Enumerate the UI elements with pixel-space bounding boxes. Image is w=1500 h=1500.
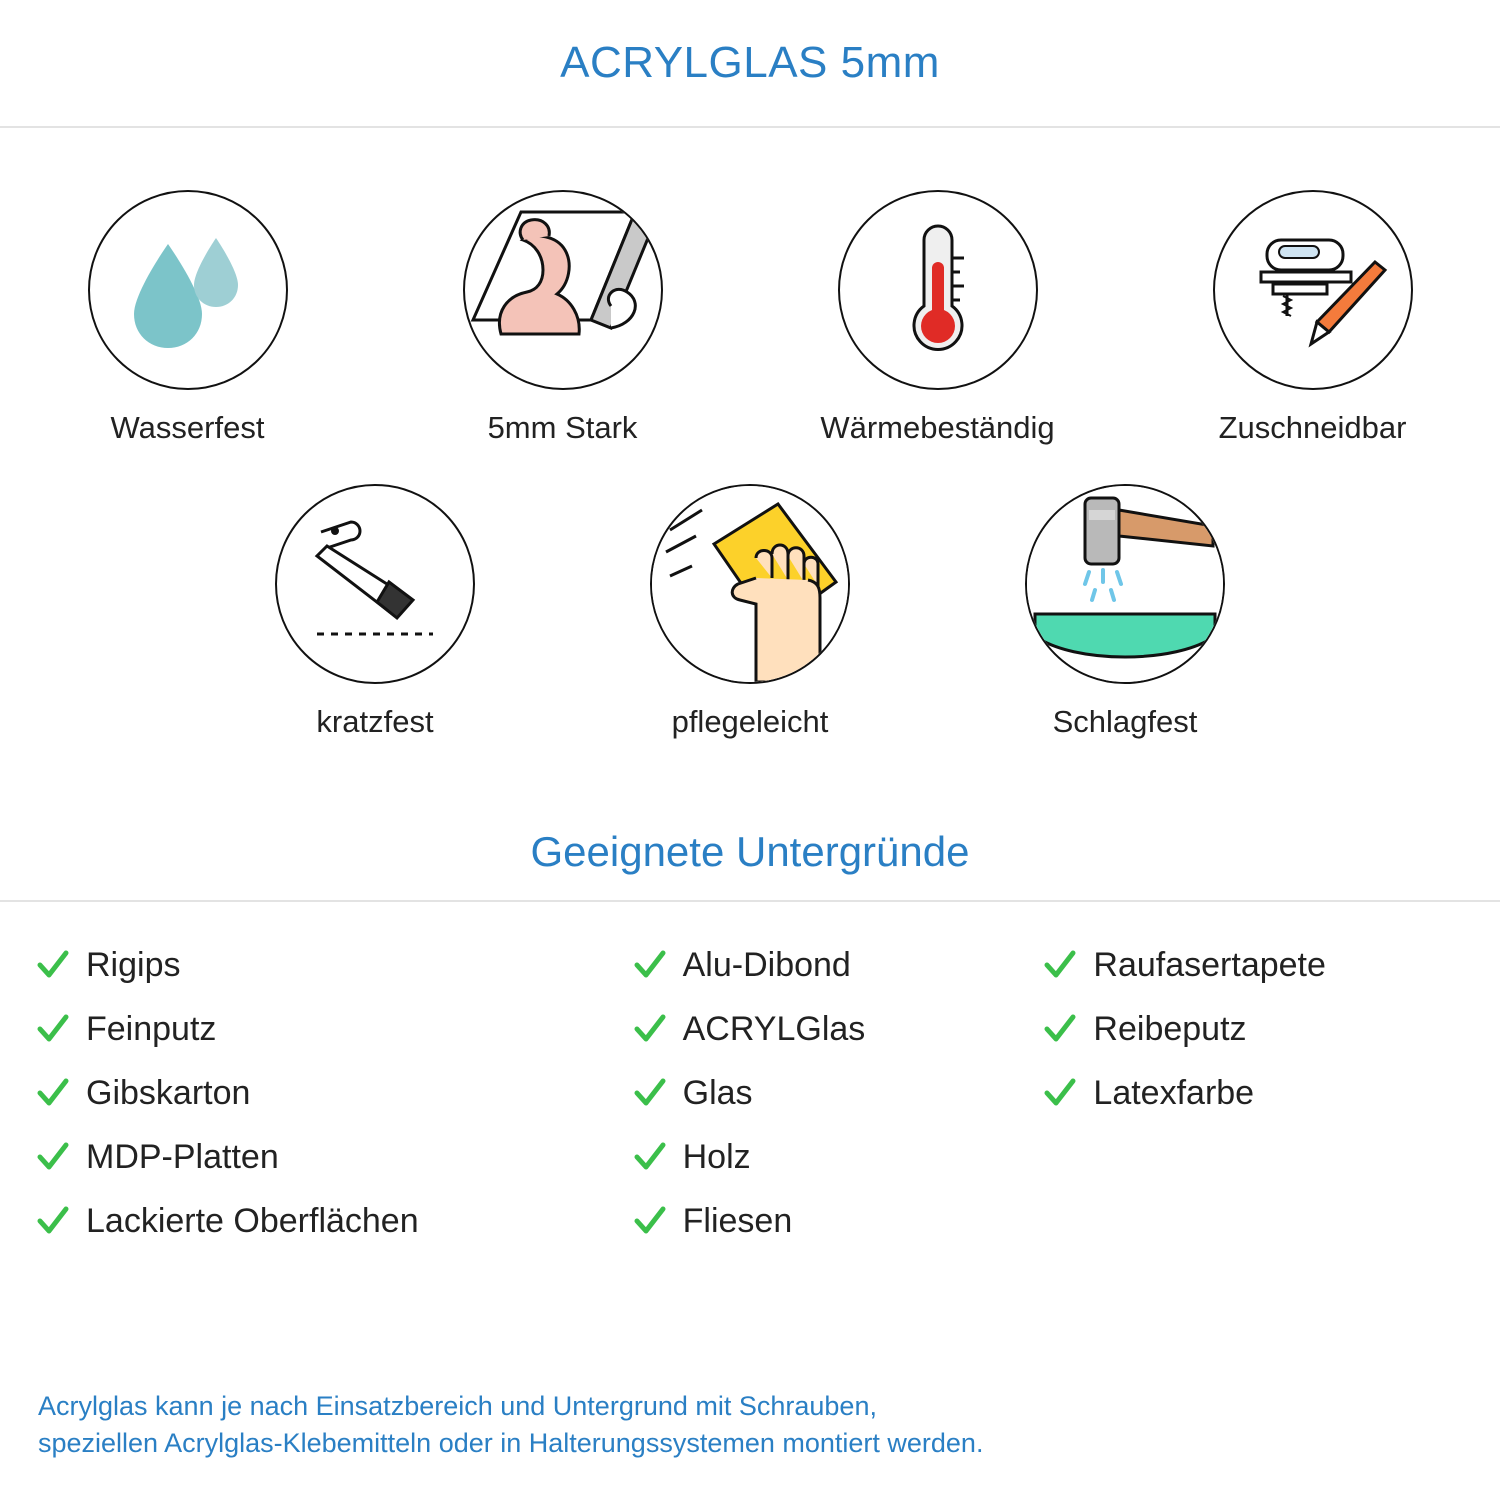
- check-icon: [633, 1076, 667, 1110]
- substrate-label: Fliesen: [682, 1201, 793, 1240]
- list-item: [633, 1128, 1044, 1186]
- list-item: [36, 1192, 633, 1250]
- check-icon: [1043, 1012, 1077, 1046]
- feature-label: 5mm Stark: [487, 410, 638, 445]
- check-icon: [36, 1140, 70, 1174]
- thermometer-icon: [838, 190, 1038, 390]
- hammer-impact-icon: [1025, 484, 1225, 684]
- substrates-column-1: [36, 936, 633, 1250]
- footer-note: [38, 1388, 1462, 1463]
- list-item: [36, 1000, 633, 1058]
- features-row-2: [0, 484, 1500, 740]
- check-icon: [633, 1140, 667, 1174]
- substrate-label: Alu-Dibond: [682, 945, 851, 984]
- substrates-header: [0, 804, 1500, 902]
- feature-pflegeleicht: [563, 484, 938, 740]
- substrate-label: MDP-Platten: [86, 1137, 279, 1176]
- footer-note-line-1: Acrylglas kann je nach Einsatzbereich und Untergrund mit Schrauben,: [38, 1390, 877, 1421]
- list-item: [1043, 1000, 1464, 1058]
- list-item: [36, 936, 633, 994]
- list-item: [36, 1128, 633, 1186]
- substrate-label: Reibeputz: [1093, 1009, 1247, 1048]
- flexing-arm-glyph: [465, 192, 661, 388]
- substrate-label: Raufasertapete: [1093, 945, 1326, 984]
- jigsaw-cutter-glyph: [1215, 192, 1411, 388]
- knife-scratch-icon: [275, 484, 475, 684]
- flexing-arm-icon: [463, 190, 663, 390]
- feature-label: kratzfest: [316, 704, 434, 739]
- feature-label: Zuschneidbar: [1218, 410, 1407, 445]
- list-item: [633, 1064, 1044, 1122]
- substrate-label: Lackierte Oberflächen: [86, 1201, 419, 1240]
- feature-wasserfest: [0, 190, 375, 446]
- page-title: ACRYLGLAS 5mm: [560, 38, 940, 87]
- hand-cleaning-cloth-icon: [650, 484, 850, 684]
- list-item: [36, 1064, 633, 1122]
- features-section: [0, 128, 1500, 740]
- page-header: [0, 0, 1500, 128]
- substrates-section: [0, 936, 1500, 1250]
- substrate-label: Glas: [682, 1073, 753, 1112]
- list-item: [1043, 1064, 1464, 1122]
- feature-label: Wärmebeständig: [820, 410, 1055, 445]
- substrate-label: Holz: [682, 1137, 751, 1176]
- substrates-column-3: [1043, 936, 1464, 1250]
- features-row-1: [0, 190, 1500, 446]
- check-icon: [36, 1076, 70, 1110]
- feature-waermebestaendig: [750, 190, 1125, 446]
- knife-scratch-glyph: [277, 486, 473, 682]
- list-item: [633, 936, 1044, 994]
- substrates-title: Geeignete Untergründe: [530, 828, 970, 875]
- list-item: [633, 1000, 1044, 1058]
- feature-label: Wasserfest: [110, 410, 265, 445]
- substrate-label: Feinputz: [86, 1009, 217, 1048]
- check-icon: [36, 1204, 70, 1238]
- feature-zuschneidbar: [1125, 190, 1500, 446]
- list-item: [633, 1192, 1044, 1250]
- feature-label: Schlagfest: [1052, 704, 1198, 739]
- hammer-impact-glyph: [1027, 486, 1223, 682]
- footer-note-line-2: speziellen Acrylglas-Klebemitteln oder in Halterungssystemen montiert werden.: [38, 1427, 984, 1458]
- substrate-label: Rigips: [86, 945, 181, 984]
- jigsaw-cutter-icon: [1213, 190, 1413, 390]
- feature-5mm-stark: [375, 190, 750, 446]
- substrate-label: ACRYLGlas: [682, 1009, 866, 1048]
- water-drops-icon: [88, 190, 288, 390]
- check-icon: [633, 1012, 667, 1046]
- check-icon: [633, 948, 667, 982]
- check-icon: [1043, 1076, 1077, 1110]
- feature-schlagfest: [938, 484, 1313, 740]
- thermometer-glyph: [840, 192, 1036, 388]
- water-drops-glyph: [90, 192, 286, 388]
- check-icon: [36, 1012, 70, 1046]
- check-icon: [1043, 948, 1077, 982]
- hand-cleaning-cloth-glyph: [652, 486, 848, 682]
- check-icon: [36, 948, 70, 982]
- substrate-label: Latexfarbe: [1093, 1073, 1255, 1112]
- list-item: [1043, 936, 1464, 994]
- substrates-column-2: [633, 936, 1044, 1250]
- substrate-label: Gibskarton: [86, 1073, 251, 1112]
- check-icon: [633, 1204, 667, 1238]
- feature-label: pflegeleicht: [671, 704, 829, 739]
- feature-kratzfest: [188, 484, 563, 740]
